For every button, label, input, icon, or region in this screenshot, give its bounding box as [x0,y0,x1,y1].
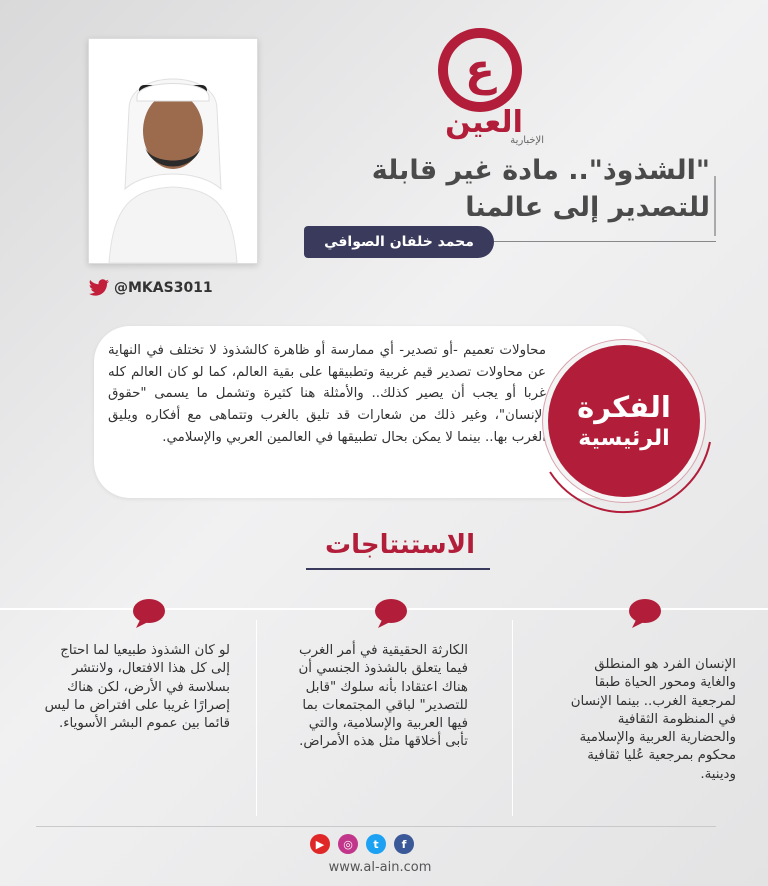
conclusion-item-1: الإنسان الفرد هو المنطلق والغاية ومحور الحياة طبقا لمرجعية الغرب.. بينما الإنسان في المنظومة الثقافية والحضارية العربية والإسلامية محكوم بمرجعية عُليا ثقافية ودينية. [570,657,736,782]
column-divider [512,620,513,816]
page-title: "الشذوذ".. مادة غير قابلة للتصدير إلى عالمنا [371,155,710,223]
speech-bubble-icon [628,598,662,628]
column-divider [256,620,257,816]
social-icons [310,834,414,854]
conclusion-item-2: الكارثة الحقيقية في أمر الغرب فيما يتعلق بالشذوذ الجنسي أن هناك اعتقادا بأنه سلوك "قابل للتصدير" لباقي المجتمعات بما فيها العربية والإسلامية، والتي تأبى أخلاقها مثل هذه الأمراض. [298,643,468,750]
twitter-icon[interactable]: t [366,834,386,854]
speech-bubble-icon [132,598,166,628]
twitter-handle [88,278,213,298]
twitter-bird-icon [88,279,110,297]
speech-bubble-icon [374,598,408,628]
footer-divider [36,826,716,827]
conclusions-underline [306,568,490,570]
logo-text: العين [445,105,523,140]
author-portrait [88,38,258,264]
main-idea-label-line2: الرئيسية [578,426,670,451]
instagram-icon[interactable]: ◎ [338,834,358,854]
facebook-icon[interactable]: f [394,834,414,854]
author-divider [494,241,716,242]
title-accent-bar [714,176,716,236]
main-idea-text: محاولات تعميم -أو تصدير- أي ممارسة أو ظاهرة كالشذوذ لا تختلف في النهاية عن محاولات تصدير قيم غربية وتطبيقها على بقية العالم، كما لو كان العالم كله غربا أو يجب أن يصير كذلك.. والأمثلة هنا كثيرة وتشمل ما يسمى "حقوق الإنسان"، وغير ذلك من شعارات قد تليق بالغرب وتتماهى مع أفكاره ويليق الغرب بها.. بينما لا يمكن بحال تطبيقها في العالمين العربي والإسلامي. [108,343,546,445]
main-idea-label-line1: الفكرة [577,390,671,424]
logo-subtext: الإخبارية [510,135,544,146]
website-link[interactable]: www.al-ain.com [328,860,432,875]
main-idea-badge [548,345,700,497]
twitter-handle-text: @MKAS3011 [114,280,213,296]
logo-mark: ع [438,28,522,112]
author-badge: محمد خلفان الصوافي [304,226,494,258]
youtube-icon[interactable]: ▶ [310,834,330,854]
conclusion-item-3: لو كان الشذوذ طبيعيا لما احتاج إلى كل هذا الافتعال، ولانتشر بسلاسة في الأرض، لكن هناك إصرارًا غريبا على افتراض ما ليس قائما بين عموم البشر الأسوياء. [44,643,230,732]
conclusions-title: الاستنتاجات [324,530,476,560]
